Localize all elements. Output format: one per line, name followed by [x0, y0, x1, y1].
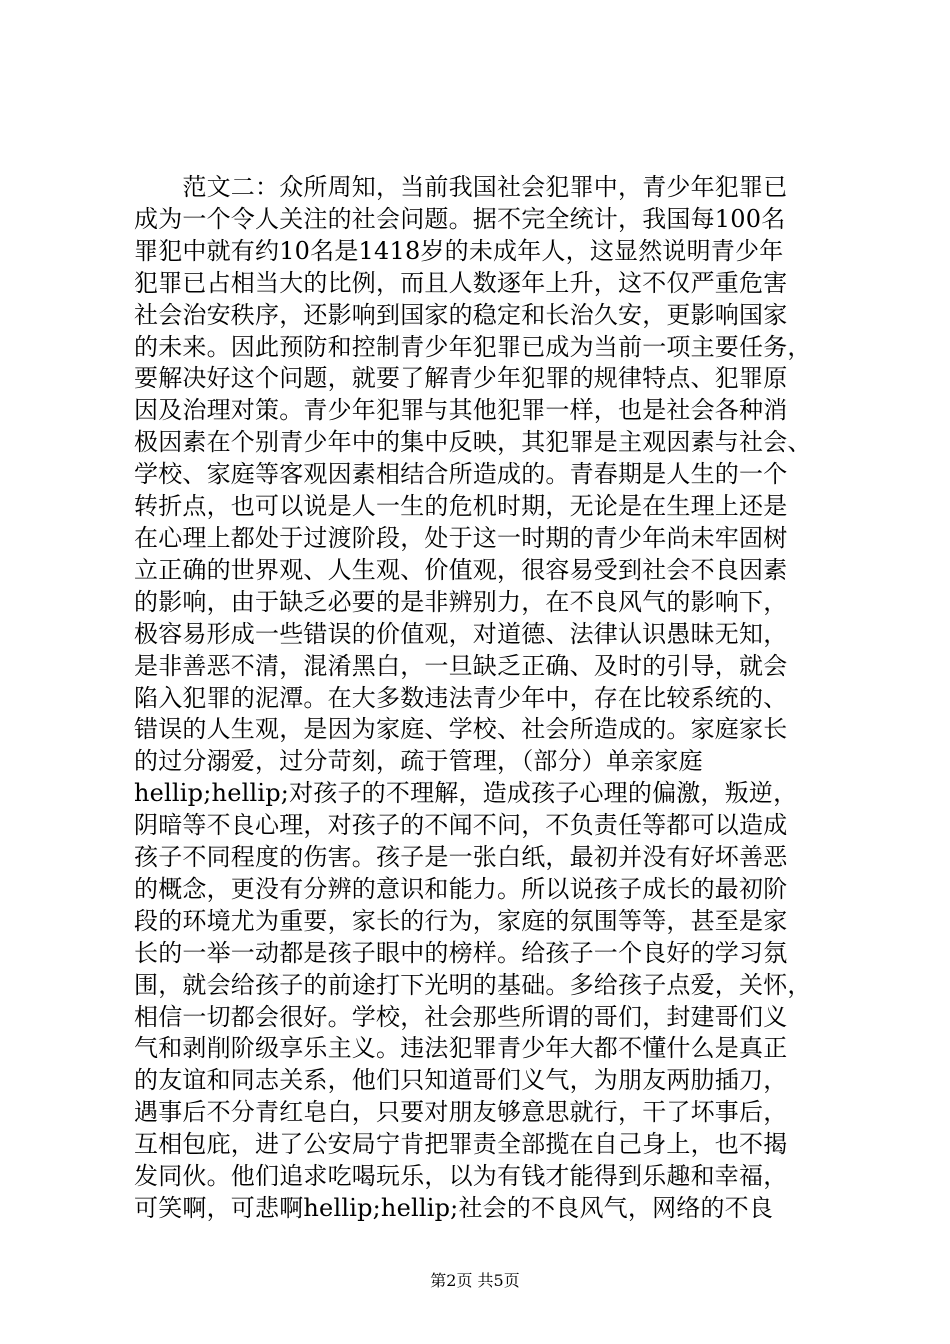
- body-paragraph: 范文二：众所周知，当前我国社会犯罪中，青少年犯罪已 成为一个令人关注的社会问题。据不完全统计，我国每100名 罪犯中就有约10名是1418岁的未成年人，这显然说明青少年 犯罪已占相当大的比例，而且人数逐年上升，这不仅严重危害 社会治安秩序，还影响到国家的稳定和长治久安，更影响国家 的未来。因此预防和控制青少年犯罪已成为当前一项主要任务， 要解决好这个问题，就要了解青少年犯罪的规律特点、犯罪原 因及治理对策。青少年犯罪与其他犯罪一样，也是社会各种消 极因素在个别青少年中的集中反映，其犯罪是主观因素与社会、 学校、家庭等客观因素相结合所造成的。青春期是人生的一个 转折点，也可以说是人一生的危机时期，无论是在生理上还是 在心理上都处于过渡阶段，处于这一时期的青少年尚未牢固树 立正确的世界观、人生观、价值观，很容易受到社会不良因素 的影响，由于缺乏必要的是非辨别力，在不良风气的影响下， 极容易形成一些错误的价值观，对道德、法律认识愚昧无知， 是非善恶不清，混淆黑白，一旦缺乏正确、及时的引导，就会 陷入犯罪的泥潭。在大多数违法青少年中，存在比较系统的、 错误的人生观，是因为家庭、学校、社会所造成的。家庭家长 的过分溺爱，过分苛刻，疏于管理，（部分）单亲家庭 hellip;hellip;对孩子的不理解，造成孩子心理的偏激，叛逆， 阴暗等不良心理，对孩子的不闻不问，不负责任等都可以造成 孩子不同程度的伤害。孩子是一张白纸，最初并没有好坏善恶 的概念，更没有分辨的意识和能力。所以说孩子成长的最初阶 段的环境尤为重要，家长的行为，家庭的氛围等等，甚至是家 长的一举一动都是孩子眼中的榜样。给孩子一个良好的学习氛 围，就会给孩子的前途打下光明的基础。多给孩子点爱，关怀， 相信一切都会很好。学校，社会那些所谓的哥们，封建哥们义 气和剥削阶级享乐主义。违法犯罪青少年大都不懂什么是真正 的友谊和同志关系，他们只知道哥们义气，为朋友两肋插刀， 遇事后不分青红皂白，只要对朋友够意思就行，干了坏事后， 互相包庇，进了公安局宁肯把罪责全部揽在自己身上，也不揭 发同伙。他们追求吃喝玩乐，以为有钱才能得到乐趣和幸福， 可笑啊，可悲啊hellip;hellip;社会的不良风气，网络的不良: [134, 173, 812, 1222]
- page-number-footer: 第2页 共5页: [430, 1271, 520, 1290]
